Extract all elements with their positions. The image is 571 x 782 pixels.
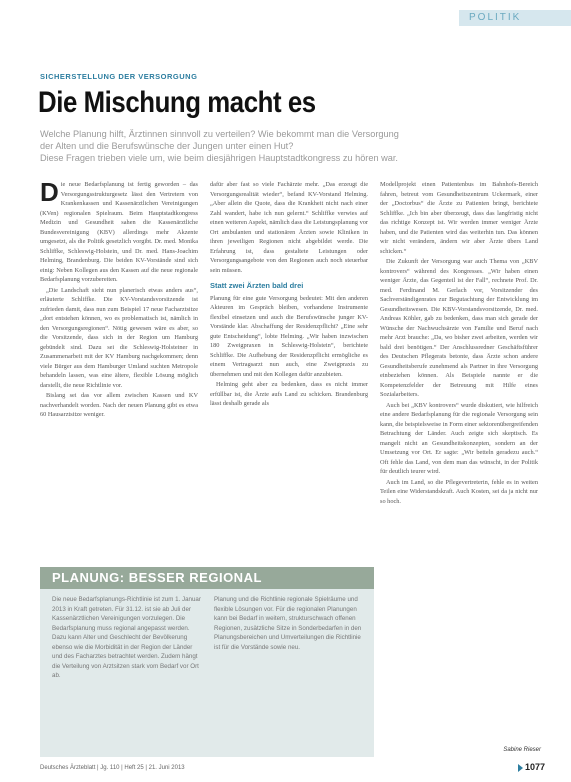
paragraph: Helming geht aber zu bedenken, dass es nicht immer erfüllbar ist, die Ärzte aufs Land zu schicken. Brandenburg lässt deshalb gerade als: [210, 381, 368, 407]
subheading: Statt zwei Ärzten bald drei: [210, 281, 304, 290]
footer-citation: Deutsches Ärzteblatt | Jg. 110 | Heft 25 | 21. Juni 2013: [40, 765, 185, 771]
headline: Die Mischung macht es: [38, 86, 316, 119]
lead-line: Welche Planung hilft, Ärztinnen sinnvoll zu verteilen? Wie bekommt man die Versorgung: [40, 129, 399, 139]
page-number: [518, 762, 545, 772]
info-box: [40, 567, 374, 757]
paragraph: [40, 177, 198, 285]
arrow-icon: [518, 764, 523, 772]
section-label: POLITIK: [459, 10, 571, 26]
article-body: [40, 177, 538, 562]
lead-line: Diese Fragen trieben viele um, wie beim diesjährigen Hauptstadtkongress zu hören war.: [40, 153, 398, 163]
paragraph: „Die Landschaft sieht nun planerisch etwas anders aus“, erläuterte Schliffke. Die KV-Vorstandsvorsitzende ist zufrieden damit, dass nun zum Beispiel 17 neue Facharztsitze „dort entstehen können, wo es problematisch ist, nämlich in den Versorgungsregionen“. Nötig gewesen wäre es aber, so die Vorsitzende, dass sich in der Region um Hamburg gebündelt sind. Dazu sei die Schleswig-Holsteiner in Zusammenarbeit mit der KV Hamburg nachgekommen; denn viele Bürger aus dem Hamburger Umland suchten Metropole behandeln lassen, was eine ältere, flexible Lösung möglich darstellt, die neue Richtlinie vor.: [40, 286, 198, 389]
paragraph-text: ie neue Bedarfsplanung ist fertig geworden – das Versorgungsstrukturgesetz lässt den Vertretern von Krankenkassen und Kassenärztlichen Vereinigungen (KVen) regionalen Spielraum. Beim Hauptstadtkongress Medizin und Gesundheit sahen die Kassenärztliche Bundesvereinigung (KBV) allerdings mehr Akzente umgesetzt, als die Politik gesetzlich vorgibt. Dr. med. Monika Schliffke, Schleswig-Holstein, und Dr. med. Hans-Joachim Helming, Brandenburg. Die beiden KV-Vorstände sind sich einig: Neben Kollegen aus den Kassen auf die neue regionale Bedarfsplanung vorzubereiten.: [40, 181, 198, 283]
info-box-left-text: Die neue Bedarfsplanungs-Richtlinie ist zum 1. Januar 2013 in Kraft getreten. Für 31.12. ist sie ab Juli der Kassenärztlichen Vereinigungen vorzulegen. Die Bedarfsplanung muss regional angepasst werden. Dazu kann Alter und Geschlecht der Bevölkerung ebenso wie die Morbidität in der Region der Länder und des Facharztes betrachtet werden. Zudem hängt die Verteilung von Arztsitzen stark vom Bedarf vor Ort ab.: [52, 596, 201, 679]
author-signature: Sabine Rieser: [503, 747, 541, 753]
column-1: [40, 177, 198, 421]
paragraph: Planung für eine gute Versorgung bedeutet: Mit den anderen Akteuren im Gespräch bleiben, vorhandene Instrumente flexibel einsetzen und auch die Berufswünsche junger KV-Vorstände klar. Abschaffung der Residenzpflicht? „Eine sehr gute Entscheidung“, lobte Helming. „Wir haben inzwischen 180 Zweigpraxen in Schleswig-Holstein“, berichtete Schliffke. Die Aufhebung der Residenzpflicht ermögliche es einem Vertragsarzt nun auch, eine Zweigpraxis zu übernehmen und mit den Kollegen dafür anzubieten.: [210, 294, 368, 378]
kicker: SICHERSTELLUNG DER VERSORGUNG: [40, 72, 198, 81]
paragraph: Bislang sei das vor allem zwischen Kassen und KV nachverhandelt worden. Nach der neuen Planung gibt es etwa 60 Hausarztsitze weniger.: [40, 392, 198, 418]
paragraph: Auch bei „KBV kontrovers“ wurde diskutiert, wie hilfreich eine andere Bedarfsplanung für die regionale Versorgung sein kann, die beispielsweise in Form einer sektorenübergreifenden Betrachtung der Länder. Auch zeigte sich skeptisch. Es mangelt nicht an Gesundheitskonzepten, sondern an der Umsetzung vor Ort. Er sagte: „Wir betteln geradezu auch.“ Oft fehle das Land, von dem man das wünscht, in der Politik für deutlich teurer wird.: [380, 401, 538, 475]
column-2: [210, 180, 368, 410]
info-box-title: PLANUNG: BESSER REGIONAL: [40, 567, 374, 589]
lead: [40, 128, 540, 164]
drop-cap: D: [40, 177, 59, 207]
paragraph: Die Zukunft der Versorgung war auch Thema von „KBV kontrovers“ während des Kongresses. „Wir haben einen weniger Ärzte, das Gegenteil ist der Fall“, rechnete Prof. Dr. med. Ferdinand M. Gerlach vor, Vorsitzender des Sachverständigenrates zur Begutachtung der Entwicklung im Gesundheitswesen. Die KBV-Vorstandsvorsitzende, Dr. med. Andreas Köhler, gab zu bedenken, dass man sich gerade der Wünsche der Nachwuchsärzte von Familie und Beruf nach mehr Arzt brauche: „Da, wo bisher zwei arbeiten, werden wir bald drei benötigen.“ Der Anschlussredner Geschäftsführer des Deutschen Pflegerats betonte, dass Ärzte schon andere Gesundheitsberufe zunehmend als Partner in ihre Versorgung einbeziehen können. Als Beispiele nannte er die Kompetenzfelder der Betreuung mit Hilfe eines Sozialarbeiters.: [380, 258, 538, 398]
paragraph: Modellprojekt einen Patientenbus im Bahnhofs-Bereich fahren, betreut vom Gesundheitszentrum Uckermark, einer der „Doctorbus“ die Ärzte zu Patienten bringt, berichtete Schliffke. „Ich bin aber überzeugt, dass das langfristig nicht das richtige Konzept ist. Wir werden immer weniger Ärzte haben, und die Patienten wird das weiterhin tun. Das können wir nicht verändern, ändern wir aber Ärzte übers Land schicken.“: [380, 181, 538, 255]
paragraph: Auch im Land, so die Pflegevertreterin, fehle es in weiten Teilen eine Widerstandskraft. Auch Kosten, sei da ja nicht nur so hoch.: [380, 478, 538, 505]
lead-line: der Alten und die Berufswünsche der Jungen unter einen Hut?: [40, 141, 294, 151]
paragraph: dafür aber fast so viele Fachärzte mehr. „Das erzeugt die Versorgungsrealität wieder“, befand KV-Vorstand Helming. „Aber allein die Quote, dass die Krankheit nicht nach einer Zahl wandert, habe ich nun gelernt.“ Schliffke verwies auf einen weiteren Aspekt, nämlich dass die Leistungsplanung vor Ort ambulanten und stationären Ärzten sowie Kliniken in ihren jeweiligen Regionen nicht abgebildet werde. Die Erfahrung ist, dass gestaltete Leistungen oder Versorgungsangebote von den Regionen auch noch steuerbar sein müssen.: [210, 181, 368, 274]
column-3: [380, 180, 538, 572]
info-box-right-text: Planung und die Richtlinie regionale Spielräume und flexible Lösungen vor. Für die regionalen Planungen kann bei Bedarf in weitem, strukturschwach offenen Regionen, zusätzliche Sitze in Sonderbedarfen in den Planungsbereichen und Umverteilungen die Richtlinie ist für die Vorstände sowie neu.: [214, 596, 362, 651]
page-number-text: 1077: [524, 762, 545, 772]
